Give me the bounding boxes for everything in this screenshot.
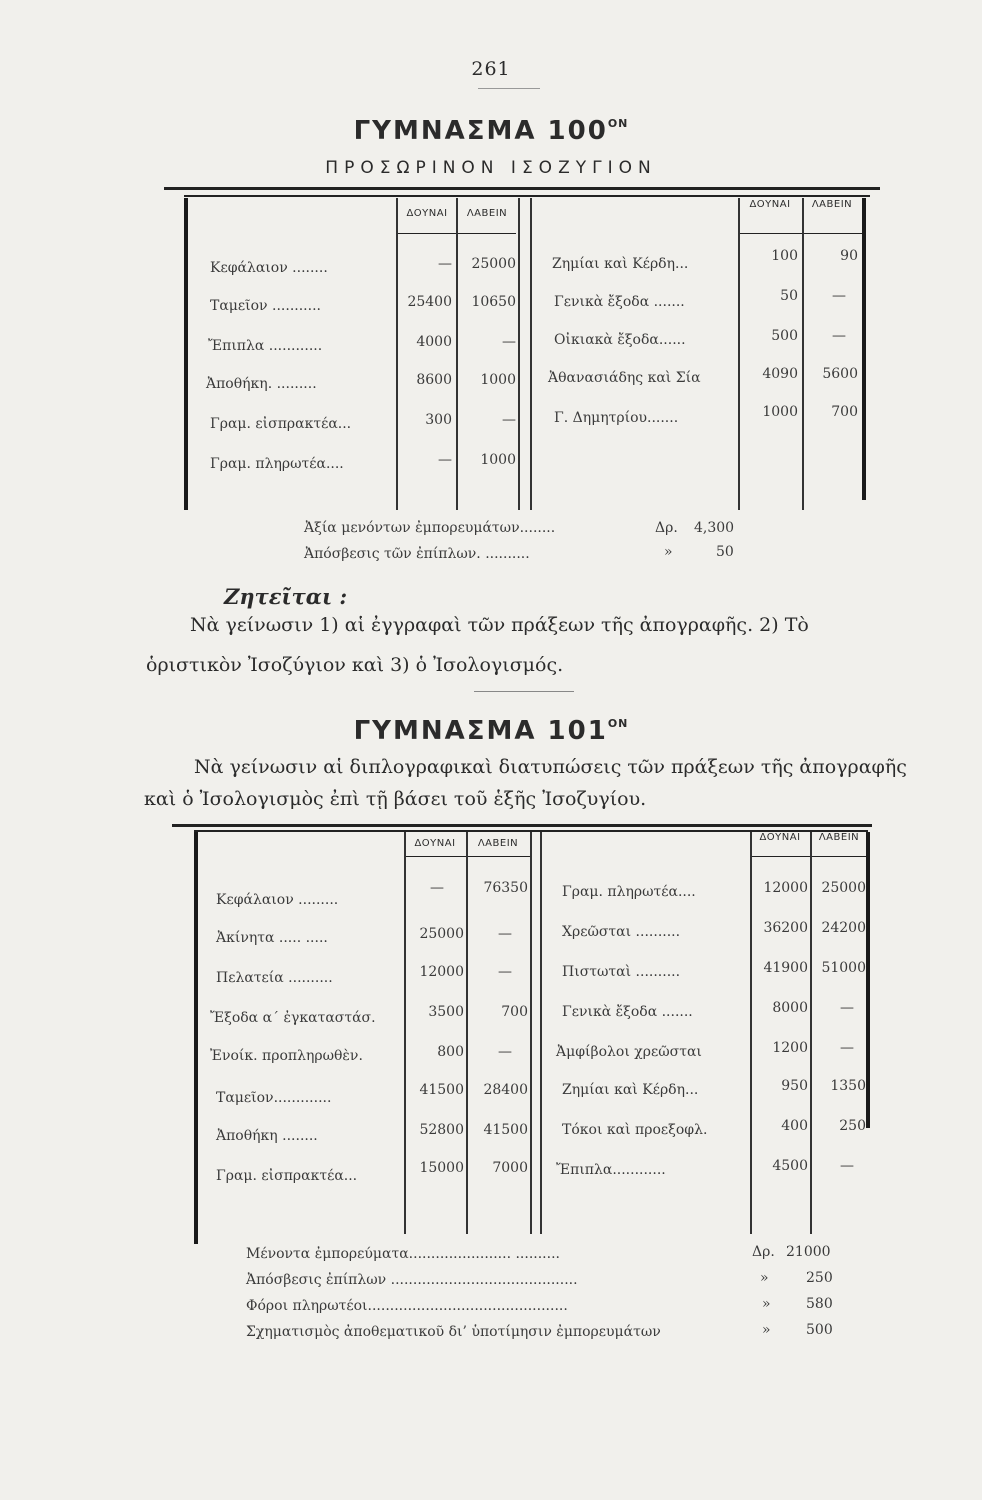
exercise-100-title-sup: ON	[607, 117, 629, 130]
account-name: Γραμ. εἰσπρακτέα...	[216, 1168, 358, 1184]
summary-prefix: »	[762, 1296, 771, 1312]
debit-amount: 41900	[763, 960, 808, 976]
debit-amount: 52800	[419, 1122, 464, 1138]
account-name: Ἀποθήκη. .........	[206, 376, 317, 392]
page-number: 261	[471, 58, 511, 80]
account-name: Πιστωταὶ ..........	[562, 964, 681, 980]
credit-amount: 51000	[821, 960, 866, 976]
table-101-left-border	[194, 832, 198, 1244]
credit-amount: —	[832, 328, 846, 344]
table-101-col-header-credit: ΛΑΒΕΙΝ	[818, 832, 860, 843]
table-101-col-header-debit: ΔΟΥΝΑΙ	[759, 832, 801, 843]
debit-amount: 8600	[416, 372, 452, 388]
credit-amount: 700	[831, 404, 858, 420]
summary-label: Φόροι πληρωτέοι.............................................	[246, 1298, 568, 1314]
account-name: Κεφάλαιον .........	[216, 892, 339, 908]
credit-amount: 1000	[480, 452, 516, 468]
debit-amount: —	[438, 256, 452, 272]
credit-amount: 5600	[822, 366, 858, 382]
account-name: Πελατεία ..........	[216, 970, 333, 986]
intro-text-line: Νὰ γείνωσιν αἱ διπλογραφικαὶ διατυπώσεις τῶν πράξεων τῆς ἀπογραφῆς	[194, 756, 907, 778]
debit-amount: 50	[780, 288, 798, 304]
account-name: Κεφάλαιον ........	[210, 260, 328, 276]
credit-amount: 7000	[492, 1160, 528, 1176]
debit-amount: 25400	[407, 294, 452, 310]
summary-label: Σχηματισμὸς ἀποθεματικοῦ δι’ ὑποτίμησιν ἐμπορευμάτων	[246, 1324, 661, 1340]
credit-amount: 28400	[483, 1082, 528, 1098]
credit-amount: —	[498, 926, 512, 942]
summary-value: 250	[806, 1270, 833, 1286]
credit-amount: 250	[839, 1118, 866, 1134]
account-name: Τόκοι καὶ προεξοφλ.	[562, 1122, 708, 1138]
summary-value: 500	[806, 1322, 833, 1338]
account-name: Ἔξοδα α΄ ἐγκαταστάσ.	[210, 1010, 376, 1026]
exercise-101-title-text: ΓΥΜΝΑΣΜΑ 101	[353, 716, 608, 746]
debit-amount: 300	[425, 412, 452, 428]
table-101-top-rule	[172, 824, 872, 827]
credit-amount: —	[840, 1040, 854, 1056]
credit-amount: —	[840, 1158, 854, 1174]
credit-amount: 90	[840, 248, 858, 264]
summary-label: Ἀξία μενόντων ἐμπορευμάτων........	[304, 520, 556, 536]
credit-amount: 1000	[480, 372, 516, 388]
summary-prefix: »	[762, 1322, 771, 1338]
account-name: Ἀθανασιάδης καὶ Σία	[548, 370, 701, 386]
debit-amount: 1000	[762, 404, 798, 420]
table-101-col-header-debit: ΔΟΥΝΑΙ	[414, 838, 456, 849]
debit-amount: 400	[781, 1118, 808, 1134]
account-name: Ζημίαι καὶ Κέρδη...	[562, 1082, 699, 1098]
credit-amount: —	[832, 288, 846, 304]
required-text-line: Νὰ γείνωσιν 1) αἱ ἐγγραφαὶ τῶν πράξεων τῆς ἀπογραφῆς. 2) Τὸ	[190, 614, 809, 636]
credit-amount: 25000	[471, 256, 516, 272]
credit-amount: 25000	[821, 880, 866, 896]
table-101-right-border	[866, 832, 870, 1128]
credit-amount: 24200	[821, 920, 866, 936]
credit-amount: 1350	[830, 1078, 866, 1094]
required-heading: Ζητεῖται :	[224, 584, 348, 609]
debit-amount: 100	[771, 248, 798, 264]
debit-amount: 500	[771, 328, 798, 344]
account-name: Χρεῶσται ..........	[562, 924, 681, 940]
account-name: Ἐνοίκ. προπληρωθὲν.	[210, 1048, 363, 1064]
debit-amount: 15000	[419, 1160, 464, 1176]
credit-amount: 41500	[483, 1122, 528, 1138]
debit-amount: 8000	[772, 1000, 808, 1016]
debit-amount: —	[430, 880, 444, 896]
credit-amount: —	[840, 1000, 854, 1016]
account-name: Γ. Δημητρίου.......	[554, 410, 679, 426]
summary-label: Ἀπόσβεσις τῶν ἐπίπλων. ..........	[304, 546, 530, 562]
summary-label: Ἀπόσβεσις ἐπίπλων ..........................................	[246, 1272, 578, 1288]
account-name: Ἀποθήκη ........	[216, 1128, 318, 1144]
account-name: Γραμ. πληρωτέα....	[562, 884, 696, 900]
table-100-col-header-credit: ΛΑΒΕΙΝ	[466, 208, 508, 219]
summary-prefix: »	[664, 544, 673, 560]
table-100-col-header-credit: ΛΑΒΕΙΝ	[811, 199, 853, 210]
credit-amount: —	[498, 1044, 512, 1060]
credit-amount: 700	[501, 1004, 528, 1020]
exercise-100-title-text: ΓΥΜΝΑΣΜΑ 100	[353, 116, 608, 146]
summary-value: 580	[806, 1296, 833, 1312]
table-101-col-header-credit: ΛΑΒΕΙΝ	[477, 838, 519, 849]
exercise-101-title-sup: ON	[607, 717, 629, 730]
debit-amount: 12000	[763, 880, 808, 896]
required-text-line: ὁριστικὸν Ἰσοζύγιον καὶ 3) ὁ Ἰσολογισμός.	[146, 654, 564, 676]
account-name: Ἔπιπλα ............	[208, 338, 323, 354]
debit-amount: 36200	[763, 920, 808, 936]
summary-value: 4,300	[694, 520, 735, 536]
account-name: Ζημίαι καὶ Κέρδη...	[552, 256, 689, 272]
summary-value: 50	[716, 544, 734, 560]
account-name: Γραμ. εἰσπρακτέα...	[210, 416, 352, 432]
account-name: Ἀκίνητα ..... .....	[216, 930, 328, 946]
summary-prefix: Δρ.	[655, 520, 678, 536]
debit-amount: 950	[781, 1078, 808, 1094]
debit-amount: 4090	[762, 366, 798, 382]
intro-text-line: καὶ ὁ Ἰσολογισμὸς ἐπὶ τῇ βάσει τοῦ ἑξῆς Ἰσοζυγίου.	[144, 788, 647, 810]
account-name: Ταμεῖον.............	[216, 1090, 332, 1106]
table-101-head-rule-right	[750, 856, 866, 857]
account-name: Γραμ. πληρωτέα....	[210, 456, 344, 472]
debit-amount: 800	[437, 1044, 464, 1060]
debit-amount: 1200	[772, 1040, 808, 1056]
debit-amount: —	[438, 452, 452, 468]
debit-amount: 3500	[428, 1004, 464, 1020]
account-name: Γενικὰ ἔξοδα .......	[554, 294, 685, 310]
summary-prefix: »	[760, 1270, 769, 1286]
account-name: Ταμεῖον ...........	[210, 298, 321, 314]
credit-amount: —	[498, 964, 512, 980]
credit-amount: 76350	[483, 880, 528, 896]
summary-label: Μένοντα ἐμπορεύματα....................... ..........	[246, 1246, 560, 1262]
credit-amount: —	[502, 334, 516, 350]
table-101-col-line	[530, 832, 532, 1234]
account-name: Ἀμφίβολοι χρεῶσται	[556, 1044, 702, 1060]
table-101-col-line	[540, 832, 542, 1234]
summary-prefix: Δρ.	[752, 1244, 775, 1260]
debit-amount: 25000	[419, 926, 464, 942]
debit-amount: 41500	[419, 1082, 464, 1098]
debit-amount: 4500	[772, 1158, 808, 1174]
credit-amount: 10650	[471, 294, 516, 310]
summary-value: 21000	[786, 1244, 831, 1260]
credit-amount: —	[502, 412, 516, 428]
exercise-100-subtitle: ΠΡΟΣΩΡΙΝΟΝ ΙΣΟΖΥΓΙΟΝ	[325, 158, 657, 178]
account-name: Οἰκιακὰ ἔξοδα......	[554, 332, 686, 348]
table-100-col-header-debit: ΔΟΥΝΑΙ	[406, 208, 448, 219]
debit-amount: 4000	[416, 334, 452, 350]
debit-amount: 12000	[419, 964, 464, 980]
account-name: Ἔπιπλα............	[556, 1162, 666, 1178]
table-100-col-header-debit: ΔΟΥΝΑΙ	[749, 199, 791, 210]
account-name: Γενικὰ ἔξοδα .......	[562, 1004, 693, 1020]
